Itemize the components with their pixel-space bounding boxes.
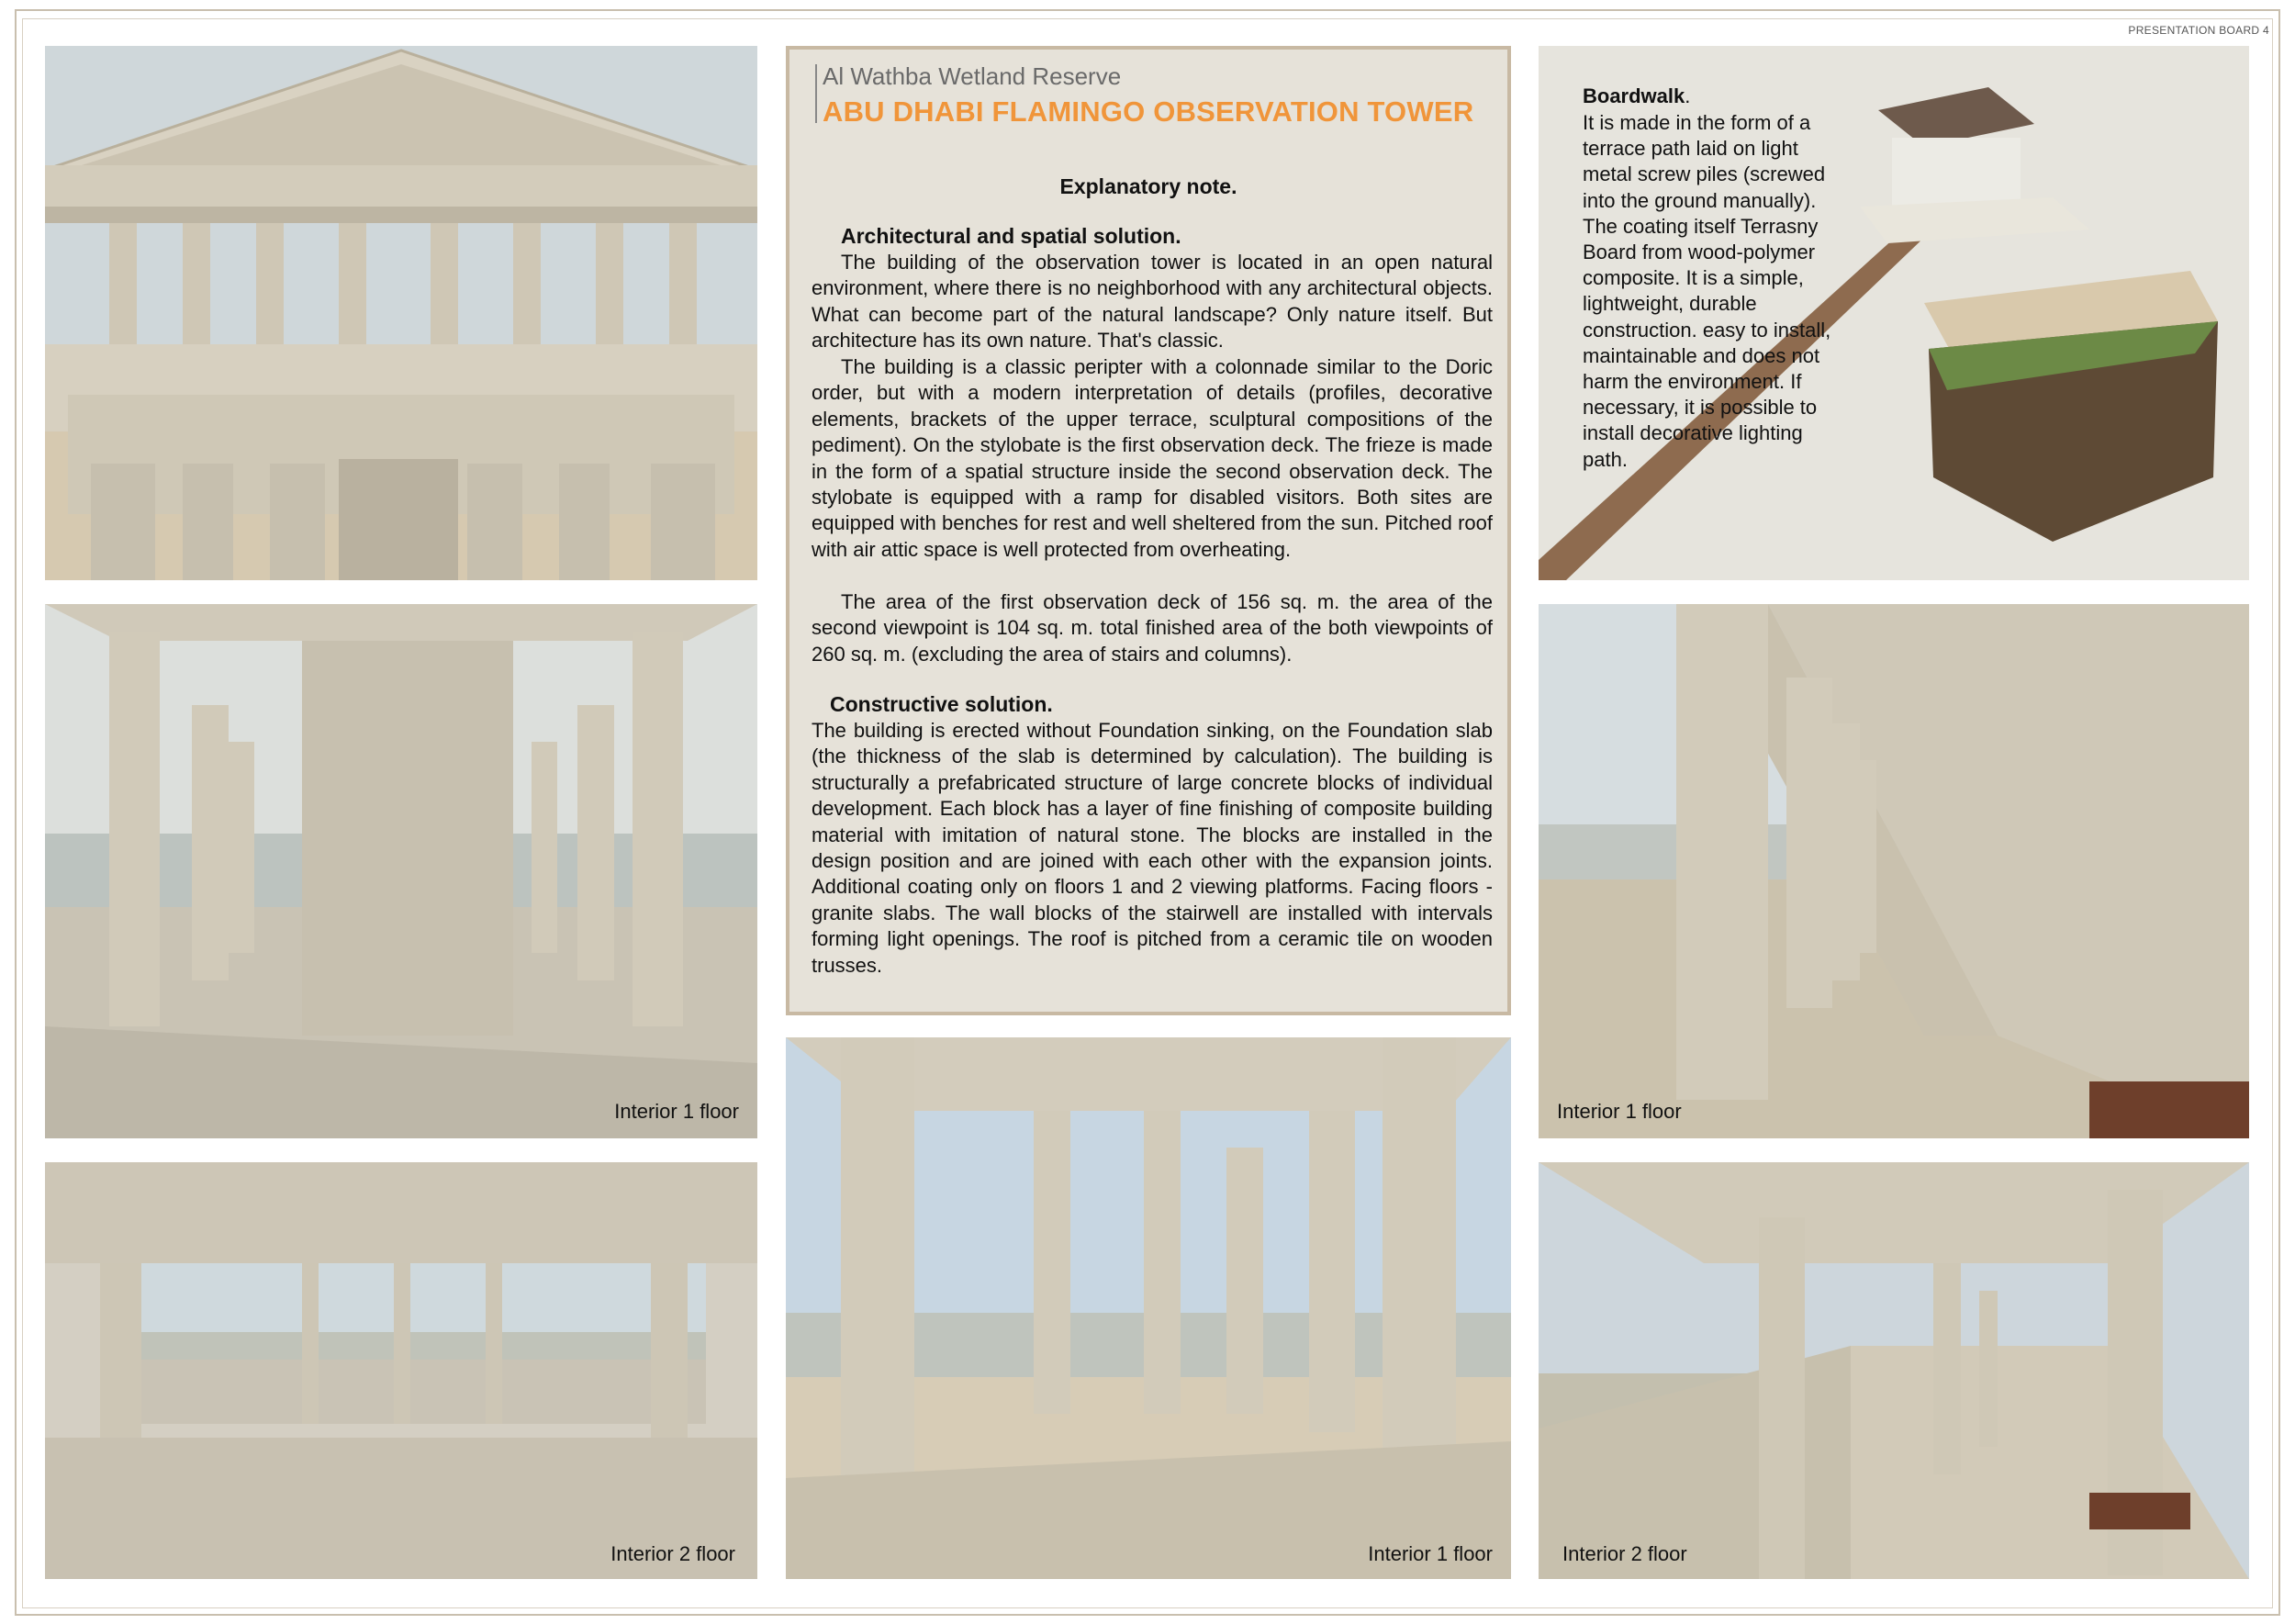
render-exterior-facade bbox=[45, 46, 757, 580]
render-interior-2-floor-right bbox=[1539, 1162, 2249, 1579]
caption-interior-1-floor: Interior 1 floor bbox=[1368, 1542, 1493, 1565]
constructive-solution-heading: Constructive solution. bbox=[830, 692, 1053, 716]
render-interior-1-floor-right bbox=[1539, 604, 2249, 1138]
render-interior-1-floor-left bbox=[45, 604, 757, 1138]
project-location: Al Wathba Wetland Reserve bbox=[823, 62, 1122, 90]
architectural-paragraph-2: The building is a classic peripter with a colonnade similar to the Doric order, but with a modern interpretation of details (profiles, decorative elements, brackets of the upper terrace, sculptural compositions of the pediment). On the stylobate is the first observation deck. The frieze is made in the form of a spatial structure inside the second observation deck. The stylobate is equipped with a ramp for disabled visitors. Both sites are equipped with benches for rest and well sheltered from the sun. Pitched roof with air attic space is well protected from overheating. bbox=[812, 355, 1493, 561]
architectural-paragraph-1: The building of the observation tower is located in an open natural environment, where there is no neighborhood with any architectural objects. What can become part of the natural landscape? Only nature itself. But architecture has its own nature. That's classic. bbox=[812, 251, 1493, 353]
project-title: ABU DHABI FLAMINGO OBSERVATION TOWER bbox=[823, 95, 1474, 128]
caption-interior-1-floor: Interior 1 floor bbox=[1557, 1100, 1682, 1123]
boardwalk-title: Boardwalk. bbox=[1583, 84, 1691, 107]
caption-interior-2-floor: Interior 2 floor bbox=[610, 1542, 735, 1565]
explanatory-note-heading: Explanatory note. bbox=[1059, 174, 1237, 198]
explanatory-note-panel bbox=[786, 46, 1511, 1015]
architectural-solution-heading: Architectural and spatial solution. bbox=[841, 224, 1181, 248]
caption-interior-1-floor: Interior 1 floor bbox=[614, 1100, 739, 1123]
header-accent-bar bbox=[815, 64, 817, 123]
boardwalk-description: It is made in the form of a terrace path laid on light metal screw piles (screwed into the ground manually). The coating itself Terrasny Board from wood-polymer composite. It is a simple, lightweight, durable construction. easy to install, maintainable and does not harm the environment. If necessary, it is possible to install decorative lighting path. bbox=[1583, 111, 1831, 471]
constructive-paragraph: The building is erected without Foundation sinking, on the Foundation slab (the thickness of the slab is determined by calculation). The building is structurally a prefabricated structure of large concrete blocks of individual development. Each block has a layer of fine finishing of composite building material with imitation of natural stone. The blocks are installed in the design position and are joined with each other with the expansion joints. Additional coating only on floors 1 and 2 viewing platforms. Facing floors - granite slabs. The wall blocks of the stairwell are installed with intervals forming light openings. The roof is pitched from a ceramic tile on wooden trusses. bbox=[812, 719, 1493, 977]
render-interior-1-floor-center bbox=[786, 1037, 1511, 1579]
board-label: PRESENTATION BOARD 4 bbox=[2128, 24, 2269, 37]
boardwalk-panel bbox=[1539, 46, 2249, 580]
architectural-paragraph-3: The area of the first observation deck of 156 sq. m. the area of the second viewpoint is 104 sq. m. total finished area of the both viewpoints of 260 sq. m. (excluding the area of stairs and columns). bbox=[812, 590, 1493, 666]
caption-interior-2-floor: Interior 2 floor bbox=[1562, 1542, 1687, 1565]
render-interior-2-floor-left bbox=[45, 1162, 757, 1579]
